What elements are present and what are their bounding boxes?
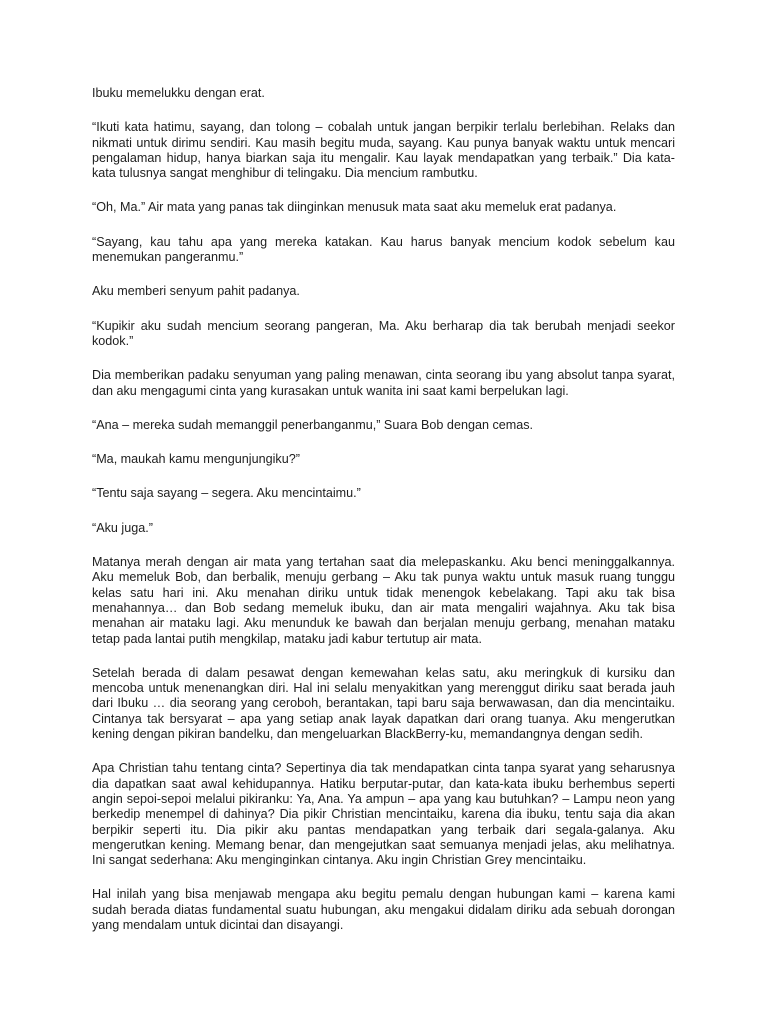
paragraph: Ibuku memelukku dengan erat. [92, 86, 265, 100]
paragraph: “Aku juga.” [92, 520, 153, 535]
paragraph: Aku memberi senyum pahit padanya. [92, 284, 300, 299]
document-page [92, 86, 675, 952]
paragraph: Setelah berada di dalam pesawat dengan kemewahan kelas satu, aku meringkuk di kursiku dan mencoba untuk menenangkan diri. Hal ini selalu menyakitkan yang merenggut diriku saat berada jauh dari Ibuku … dia seorang yang ceroboh, berantakan, tapi baru saja berwawasan, dan dia mencintaiku. Cintanya tak bersyarat – apa yang setiap anak layak dapatkan dari orang tuanya. Aku mengerutkan kening dengan pikiran bandelku, dan mengeluarkan BlackBerry-ku, memandangnya dengan sedih. [92, 665, 675, 742]
paragraph: Dia memberikan padaku senyuman yang paling menawan, cinta seorang ibu yang absolut tanpa syarat, dan aku mengagumi cinta yang kurasakan untuk wanita ini saat kami berpelukan lagi. [92, 368, 675, 398]
paragraph: Apa Christian tahu tentang cinta? Sepertinya dia tak mendapatkan cinta tanpa syarat yang seharusnya dia dapatkan saat awal kehidupannya. Hatiku berputar-putar, dan kata-kata ibuku berhembus seperti angin sepoi-sepoi melalui pikiranku: Ya, Ana. Ya ampun – apa yang kau butuhkan? – Lampu neon yang berkedip menempel di dahinya? Dia pikir Christian mencintaiku, karena dia ibuku, tentu saja dia akan berpikir seperti itu. Dia pikir aku pantas mendapatkan yang terbaik dari segala-galanya. Aku mengerutkan kening. Memang benar, dan mengejutkan saat semuanya menjadi jelas, aku melihatnya. Ini sangat sederhana: Aku menginginkan cintanya. Aku ingin Christian Grey mencintaiku. [92, 761, 675, 868]
paragraph: “Ikuti kata hatimu, sayang, dan tolong – cobalah untuk jangan berpikir terlalu berlebihan. Relaks dan nikmati untuk dirimu sendiri. Kau masih begitu muda, sayang. Kau punya banyak waktu untuk mencari pengalaman hidup, hanya biarkan saja itu mengalir. Kau layak mendapatkan yang terbaik.” Dia kata-kata tulusnya sangat menghibur di telingaku. Dia mencium rambutku. [92, 120, 675, 181]
paragraph: “Ma, maukah kamu mengunjungiku?” [92, 452, 300, 467]
paragraph: “Ana – mereka sudah memanggil penerbanganmu,” Suara Bob dengan cemas. [92, 417, 534, 432]
paragraph: “Oh, Ma.” Air mata yang panas tak diinginkan menusuk mata saat aku memeluk erat padanya. [92, 200, 617, 215]
paragraph: “Kupikir aku sudah mencium seorang pangeran, Ma. Aku berharap dia tak berubah menjadi seekor kodok.” [92, 318, 675, 348]
paragraph: Matanya merah dengan air mata yang tertahan saat dia melepaskanku. Aku benci meninggalkannya. Aku memeluk Bob, dan berbalik, menuju gerbang – Aku tak punya waktu untuk masuk ruang tunggu kelas satu hari ini. Aku menahan diriku untuk tidak menengok kebelakang. Tapi aku tak bisa menahannya… dan Bob sedang memeluk ibuku, dan air mata mengaliri wajahnya. Aku tak bisa menahan air mataku lagi. Aku menunduk ke bawah dan berjalan menuju gerbang, menahan mataku tetap pada lantai putih mengkilap, mataku jadi kabur tertutup air mata. [92, 555, 675, 646]
paragraph: “Tentu saja sayang – segera. Aku mencintaimu.” [92, 486, 361, 501]
paragraph: Hal inilah yang bisa menjawab mengapa aku begitu pemalu dengan hubungan kami – karena kami sudah berada diatas fundamental suatu hubungan, aku mengakui didalam diriku ada sebuah dorongan yang mendalam untuk dicintai dan disayangi. [92, 887, 675, 932]
paragraph: “Sayang, kau tahu apa yang mereka katakan. Kau harus banyak mencium kodok sebelum kau menemukan pangeranmu.” [92, 234, 675, 265]
